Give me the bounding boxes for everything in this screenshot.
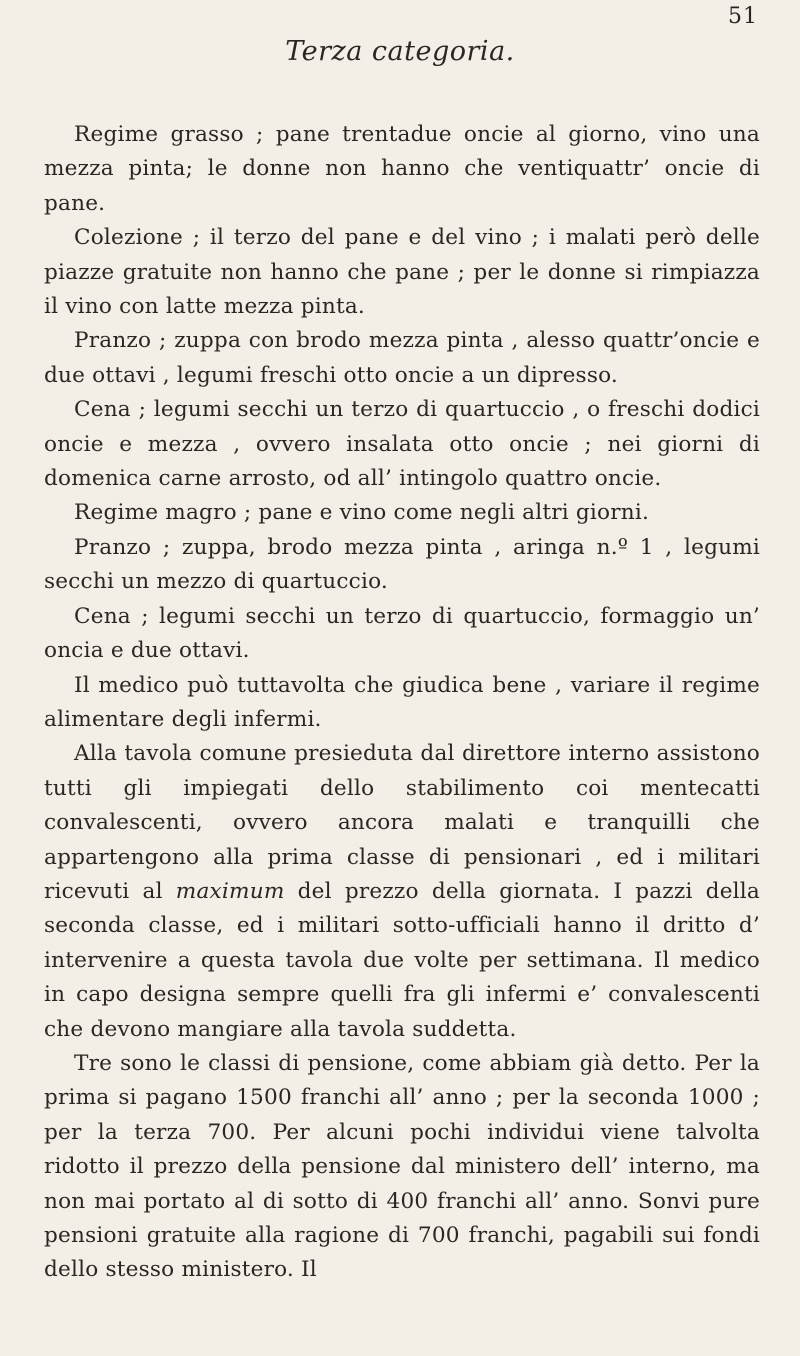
paragraph-tavola-comune <box>44 737 760 1047</box>
paragraph-cena-grasso: Cena ; legumi secchi un terzo di quartuccio , o freschi dodici oncie e mezza , ovvero insalata otto oncie ; nei giorni di domenica carne arrosto, od all’ intingolo quattro oncie. <box>44 397 760 492</box>
paragraph-regime-magro: Regime magro ; pane e vino come negli altri giorni. <box>74 500 650 526</box>
paragraph-medico: Il medico può tuttavolta che giudica bene , variare il regime alimentare degli infermi. <box>44 672 760 732</box>
paragraph-colezione: Colezione ; il terzo del pane e del vino ; i malati però delle piazze gratuite non hanno che pane ; per le donne si rimpiazza il vino con latte mezza pinta. <box>44 225 760 320</box>
paragraph-pranzo-grasso: Pranzo ; zuppa con brodo mezza pinta , alesso quattr’oncie e due ottavi , legumi freschi otto oncie a un dipresso. <box>44 328 760 388</box>
section-heading: Terza categoria. <box>285 36 515 67</box>
page-number: 51 <box>728 4 758 29</box>
paragraph-regime-grasso: Regime grasso ; pane trentadue oncie al giorno, vino una mezza pinta; le donne non hanno che ventiquattr’ oncie di pane. <box>44 122 760 216</box>
tavola-text-end: del prezzo della giornata. I pazzi della seconda classe, ed i militari sotto-ufficiali hanno il dritto d’ intervenire a questa tavola due volte per settimana. Il medico in capo designa sempre quelli fra gli infermi e’ convalescenti che devono mangiare alla tavola suddetta. <box>44 878 760 1042</box>
paragraph-cena-magro: Cena ; legumi secchi un terzo di quartuccio, formaggio un’ oncia e due ottavi. <box>44 603 760 664</box>
paragraph-classi-pensione: Tre sono le classi di pensione, come abbiam già detto. Per la prima si pagano 1500 franchi all’ anno ; per la seconda 1000 ; per la terza 700. Per alcuni pochi individui viene talvolta ridotto il prezzo della pensione dal ministero dell’ interno, ma non mai portato al di sotto di 400 franchi all’ anno. Sonvi pure pensioni gratuite alla ragione di 700 franchi, pagabili sui fondi dello stesso ministero. Il <box>44 1050 760 1283</box>
tavola-text-start: Alla tavola comune presieduta dal direttore interno assistono tutti gli impiegati dello stabilimento coi mentecatti convalescenti, ovvero ancora malati e tranquilli che appartengono alla prima classe di pensionari , ed i militari ricevuti al <box>44 741 760 904</box>
italic-phrase: maximum <box>175 878 285 904</box>
body-text <box>44 118 760 1288</box>
paragraph-pranzo-magro: Pranzo ; zuppa, brodo mezza pinta , aringa n.º 1 , legumi secchi un mezzo di quartuccio. <box>44 534 760 595</box>
